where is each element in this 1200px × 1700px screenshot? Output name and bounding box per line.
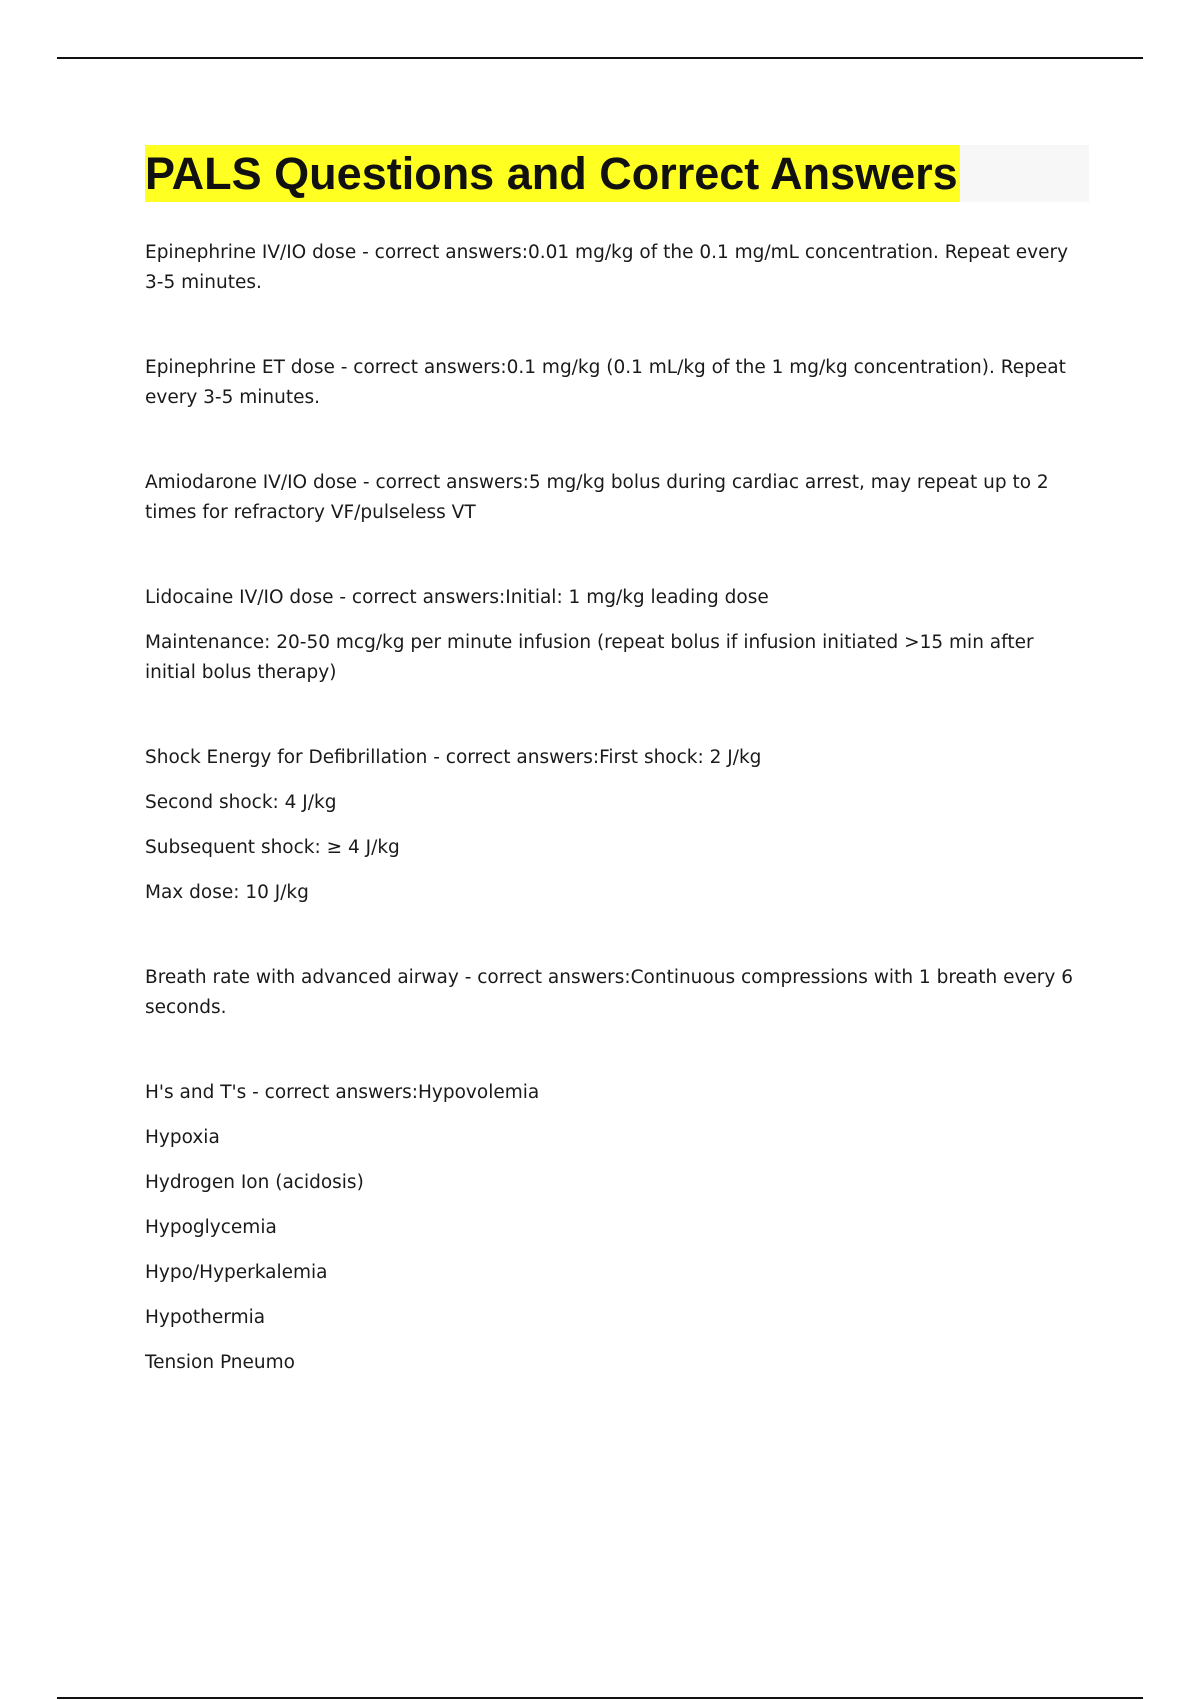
qa-entry-epinephrine-et (145, 353, 1090, 413)
entry-line: Epinephrine ET dose - correct answers:0.1 mg/kg (0.1 mL/kg of the 1 mg/kg concentration). Repeat every 3-5 minutes. (145, 357, 1066, 408)
entry-line: Second shock: 4 J/kg (145, 792, 337, 813)
entry-line: Breath rate with advanced airway - correct answers:Continuous compressions with 1 breath every 6 seconds. (145, 967, 1074, 1018)
entry-line: Shock Energy for Defibrillation - correct answers:First shock: 2 J/kg (145, 747, 762, 768)
qa-entry-amiodarone (145, 468, 1090, 528)
entry-line: Hypothermia (145, 1307, 266, 1328)
qa-entry-lidocaine (145, 583, 1090, 688)
entry-line: Max dose: 10 J/kg (145, 882, 309, 903)
entry-line: Hypo/Hyperkalemia (145, 1262, 328, 1283)
entry-line: Hydrogen Ion (acidosis) (145, 1172, 364, 1193)
entry-line: Hypoglycemia (145, 1217, 277, 1238)
entry-line: H's and T's - correct answers:Hypovolemia (145, 1082, 540, 1103)
document-title: PALS Questions and Correct Answers (145, 145, 960, 202)
entry-line: Lidocaine IV/IO dose - correct answers:Initial: 1 mg/kg leading dose (145, 587, 769, 608)
qa-entry-breath-rate (145, 963, 1090, 1023)
entry-line: Epinephrine IV/IO dose - correct answers:0.01 mg/kg of the 0.1 mg/mL concentration. Repeat every 3-5 minutes. (145, 242, 1069, 293)
qa-entry-shock-energy (145, 743, 1090, 908)
top-rule (57, 57, 1143, 59)
qa-entry-hs-and-ts (145, 1078, 1090, 1378)
entry-line: Hypoxia (145, 1127, 220, 1148)
entry-line: Maintenance: 20-50 mcg/kg per minute infusion (repeat bolus if infusion initiated >15 min after initial bolus therapy) (145, 632, 1034, 683)
qa-entry-epinephrine-iv (145, 238, 1090, 298)
entry-line: Subsequent shock: ≥ 4 J/kg (145, 837, 400, 858)
entry-line: Tension Pneumo (145, 1352, 295, 1373)
entry-line: Amiodarone IV/IO dose - correct answers:5 mg/kg bolus during cardiac arrest, may repeat up to 2 times for refractory VF/pulseless VT (145, 472, 1049, 523)
bottom-rule (57, 1697, 1143, 1699)
title-block (145, 145, 1089, 202)
document-body (145, 145, 1090, 1433)
